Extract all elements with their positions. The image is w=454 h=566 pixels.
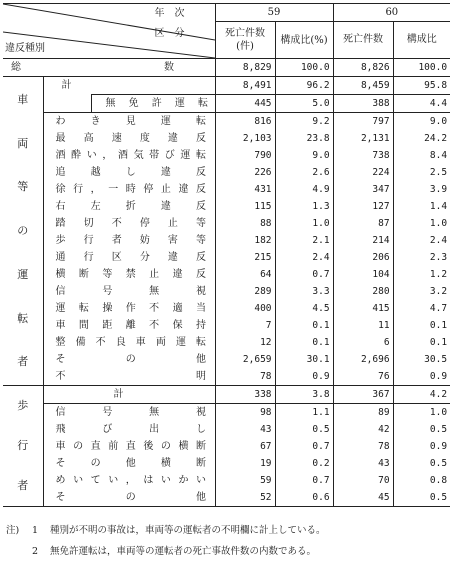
ratio-59-cell: 3.8 [275,386,333,404]
group-char: 者 [17,355,29,369]
violation-label: 踏切不停止等 [43,215,215,232]
ratio-59-cell: 0.6 [275,489,333,507]
table-row [3,249,450,266]
total-r1: 100.0 [275,59,333,77]
header-nenji: 年 次 [154,8,185,19]
table-row [3,455,450,472]
header-ratio-59: 構成比(%) [275,22,333,59]
ratio-60-cell: 3.2 [429,285,448,297]
ratio-60-cell: 0.5 [429,423,448,435]
deaths-60-cell: 797 [333,113,393,131]
violation-label: 最高速度違反 [43,130,215,147]
table-row [3,198,450,215]
total-row [3,59,450,77]
deaths-60-cell: 738 [333,147,393,164]
header-diagonal-cell [3,4,215,59]
violation-label: そ の 他 [43,489,215,507]
group-char: 運 [17,267,29,281]
violation-label: その他横断 [43,455,215,472]
ratio-59-cell: 4.9 [275,181,333,198]
violation-label: 車間距離不保持 [43,317,215,334]
deaths-59-cell: 338 [215,386,275,404]
total-r2: 100.0 [393,59,450,77]
header-ihan: 違反種別 [5,43,45,54]
ratio-59-cell: 2.4 [275,249,333,266]
violation-label: 整備不良車両運転 [43,334,215,351]
group-char: の [17,224,29,238]
ratio-60-cell: 0.9 [393,368,450,386]
ratio-60-cell: 4.4 [393,95,450,113]
ratio-59-cell: 0.9 [275,368,333,386]
table-row [3,404,450,422]
deaths-60-cell: 415 [333,300,393,317]
deaths-60-cell: 11 [333,317,393,334]
table-row [3,283,450,300]
group-char: 行 [17,439,29,453]
ratio-59-cell: 96.2 [275,77,333,95]
ratio-59-cell: 4.5 [275,300,333,317]
table-row [3,266,450,283]
deaths-59-cell: 790 [215,147,275,164]
ratio-59-cell: 0.7 [275,266,333,283]
vehicle-subtotal-row [3,77,450,95]
ratio-59-cell: 0.2 [275,455,333,472]
deaths-60-cell: 127 [333,198,393,215]
deaths-59-cell: 67 [215,438,275,455]
unlicensed-label: 無免許運転 [91,95,215,113]
ratio-59-cell: 9.2 [275,113,333,131]
table-row [3,368,450,386]
vehicle-group-label [3,77,43,386]
total-v2: 8,826 [333,59,393,77]
header-deaths-59: 死亡件数(件) [215,22,275,59]
ratio-60-cell: 1.2 [429,268,448,280]
violation-label: 運転操作不適当 [43,300,215,317]
ratio-60-cell: 0.8 [429,474,448,486]
table-row [3,438,450,455]
violation-label: そ の 他 [43,351,215,368]
table-row [3,421,450,438]
violation-label: 右左折違反 [43,198,215,215]
ratio-59-cell: 0.7 [275,438,333,455]
deaths-59-cell: 64 [215,266,275,283]
violation-label: 車の直前直後の横断 [43,438,215,455]
deaths-59-cell: 215 [215,249,275,266]
pedestrian-subtotal-label: 計 [43,386,215,404]
footnote-2 [6,541,326,562]
ratio-60-cell: 2.4 [429,234,448,246]
vehicle-subtotal-label: 計 [43,77,215,95]
ratio-60-cell: 2.5 [429,166,448,178]
deaths-60-cell: 224 [333,164,393,181]
group-char: 者 [17,478,29,492]
ratio-60-cell: 3.9 [429,183,448,195]
ratio-60-cell: 30.5 [424,353,448,365]
violation-label: 不 明 [43,368,215,386]
deaths-60-cell: 280 [333,283,393,300]
violation-label: 横断等禁止違反 [43,266,215,283]
ratio-60-cell: 1.0 [429,217,448,229]
deaths-59-cell: 88 [215,215,275,232]
table-row [3,351,450,368]
deaths-60-cell: 43 [333,455,393,472]
footnote-text: 種別が不明の事故は，車両等の運転者の不明欄に計上している。 [50,525,326,536]
deaths-60-cell: 87 [333,215,393,232]
deaths-59-cell: 59 [215,472,275,489]
ratio-59-cell: 2.6 [275,164,333,181]
footnote-index: 2 [32,546,39,557]
deaths-60-cell: 76 [333,368,393,386]
deaths-59-cell: 8,491 [215,77,275,95]
ratio-59-cell: 0.1 [275,334,333,351]
deaths-59-cell: 115 [215,198,275,215]
deaths-59-cell: 226 [215,164,275,181]
deaths-60-cell: 42 [333,421,393,438]
ratio-60-cell: 0.1 [429,319,448,331]
deaths-60-cell: 367 [333,386,393,404]
deaths-59-cell: 98 [215,404,275,422]
ratio-59-cell: 1.3 [275,198,333,215]
spacer-cell [43,95,91,113]
ratio-59-cell: 30.1 [275,351,333,368]
deaths-60-cell: 6 [333,334,393,351]
table-row [3,317,450,334]
violation-label: 歩行者妨害等 [43,232,215,249]
deaths-60-cell: 2,131 [333,130,393,147]
deaths-59-cell: 43 [215,421,275,438]
deaths-59-cell: 2,659 [215,351,275,368]
ratio-59-cell: 1.0 [275,215,333,232]
deaths-59-cell: 445 [215,95,275,113]
violation-label: わき見運転 [43,113,215,131]
ratio-59-cell: 9.0 [275,147,333,164]
deaths-60-cell: 78 [333,438,393,455]
deaths-60-cell: 89 [333,404,393,422]
violation-label: 徐行，一時停止違反 [43,181,215,198]
footnote-prefix: 注) [6,525,20,536]
pedestrian-subtotal-row [3,386,450,404]
statistics-table-container [3,3,450,507]
violation-label: めいてい，はいかい [43,472,215,489]
deaths-60-cell: 104 [333,266,393,283]
ratio-59-cell: 2.1 [275,232,333,249]
violation-label: 飛び出し [43,421,215,438]
violation-label: 追越し違反 [43,164,215,181]
deaths-59-cell: 400 [215,300,275,317]
traffic-violation-death-table [3,3,450,507]
group-char: 両 [17,136,29,150]
deaths-60-cell: 8,459 [333,77,393,95]
deaths-60-cell: 70 [333,472,393,489]
ratio-59-cell: 1.1 [275,404,333,422]
ratio-60-cell: 1.0 [429,406,448,418]
header-year-59: 59 [215,4,333,22]
table-row [3,472,450,489]
ratio-60-cell: 1.4 [429,200,448,212]
deaths-59-cell: 78 [215,368,275,386]
deaths-59-cell: 2,103 [215,130,275,147]
table-row [3,113,450,131]
table-row [3,164,450,181]
deaths-60-cell: 388 [333,95,393,113]
ratio-60-cell: 24.2 [424,132,448,144]
deaths-60-cell: 214 [333,232,393,249]
header-kubun: 区 分 [154,28,185,39]
deaths-59-cell: 289 [215,283,275,300]
deaths-60-cell: 2,696 [333,351,393,368]
deaths-59-cell: 7 [215,317,275,334]
deaths-60-cell: 206 [333,249,393,266]
ratio-59-cell: 5.0 [275,95,333,113]
ratio-59-cell: 0.5 [275,421,333,438]
pedestrian-group-label [3,386,43,507]
ratio-60-cell: 0.1 [429,336,448,348]
ratio-60-cell: 9.0 [429,115,448,127]
deaths-59-cell: 12 [215,334,275,351]
group-char: 転 [17,311,29,325]
header-deaths-60: 死亡件数 [333,22,393,59]
ratio-60-cell: 0.5 [393,489,450,507]
violation-label: 酒酔い，酒気帯び運転 [43,147,215,164]
ratio-59-cell: 0.7 [275,472,333,489]
table-row [3,334,450,351]
violation-label: 通行区分違反 [43,249,215,266]
ratio-60-cell: 8.4 [429,149,448,161]
deaths-59-cell: 19 [215,455,275,472]
table-row [3,215,450,232]
table-row [3,300,450,317]
table-row [3,489,450,507]
table-row [3,147,450,164]
ratio-60-cell: 4.2 [393,386,450,404]
ratio-59-cell: 0.1 [275,317,333,334]
ratio-60-cell: 95.8 [424,79,448,91]
table-row [3,181,450,198]
footnote-text: 無免許運転は，車両等の運転者の死亡事故件数の内数である。 [50,546,317,557]
group-char: 等 [17,180,29,194]
table-row [3,130,450,147]
footnotes [6,520,326,562]
violation-label: 信号無視 [43,404,215,422]
ratio-60-cell: 0.9 [429,440,448,452]
group-char: 歩 [17,399,29,413]
table-row [3,232,450,249]
violation-label: 信号無視 [43,283,215,300]
total-label: 総 数 [3,59,215,77]
header-year-60: 60 [333,4,450,22]
deaths-60-cell: 45 [333,489,393,507]
ratio-60-cell: 2.3 [429,251,448,263]
ratio-59-cell: 23.8 [275,130,333,147]
group-char: 車 [17,92,29,106]
deaths-59-cell: 816 [215,113,275,131]
total-v1: 8,829 [215,59,275,77]
header-ratio-60: 構成比 [393,22,450,59]
deaths-59-cell: 182 [215,232,275,249]
deaths-59-cell: 52 [215,489,275,507]
deaths-60-cell: 347 [333,181,393,198]
ratio-60-cell: 0.5 [429,457,448,469]
unlicensed-row [3,95,450,113]
ratio-59-cell: 3.3 [275,283,333,300]
deaths-59-cell: 431 [215,181,275,198]
footnote-1 [6,520,326,541]
ratio-60-cell: 4.7 [429,302,448,314]
footnote-index: 1 [32,525,39,536]
